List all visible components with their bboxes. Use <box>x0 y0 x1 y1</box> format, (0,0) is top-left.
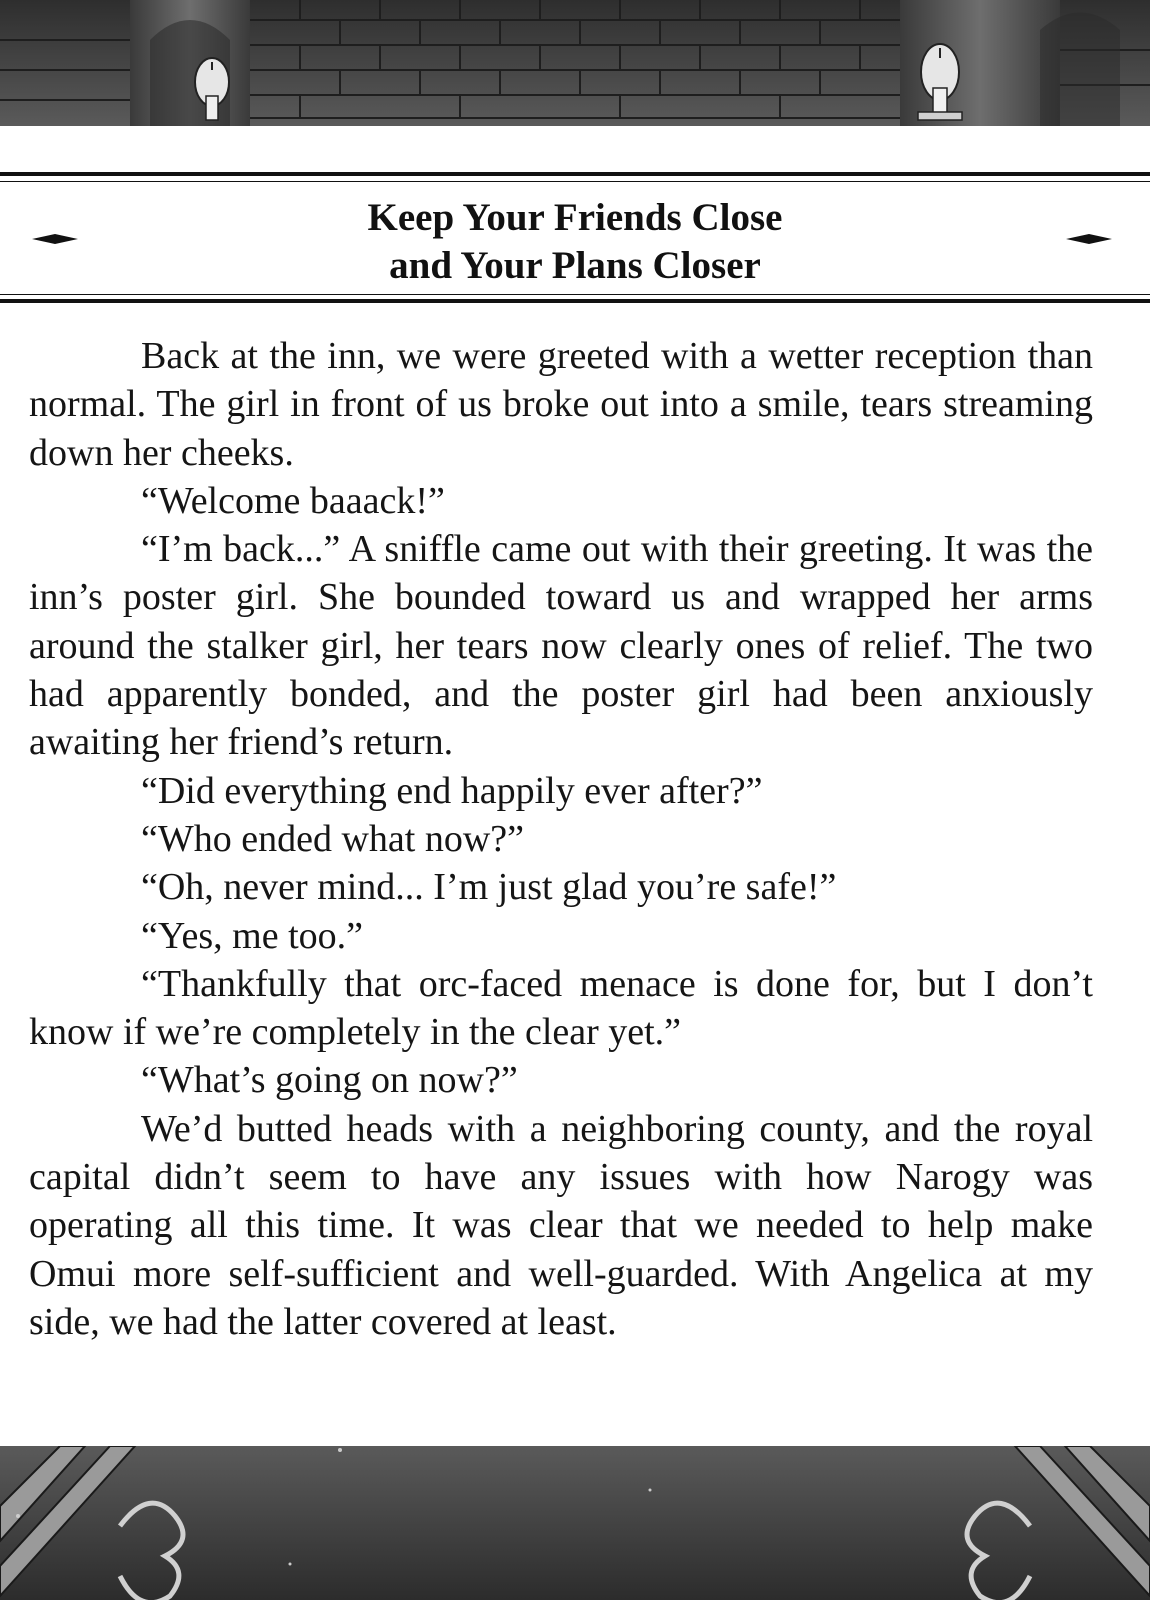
paragraph: “Did everything end happily ever after?” <box>141 769 763 812</box>
chapter-title-line-1: Keep Your Friends Close <box>367 196 783 239</box>
bottom-illustration <box>0 1446 1150 1600</box>
paragraph: “Welcome baaack!” <box>141 479 445 522</box>
title-rule-top-thin <box>0 181 1150 182</box>
title-rule-top-thick <box>0 172 1150 176</box>
title-rule-bottom-thin <box>0 294 1150 295</box>
story-text <box>29 332 1093 1346</box>
chapter-title-line-2: and Your Plans Closer <box>389 244 761 287</box>
paragraph: “What’s going on now?” <box>141 1059 518 1102</box>
top-illustration <box>0 0 1150 126</box>
paragraph: “Who ended what now?” <box>141 817 525 860</box>
chapter-title-block <box>0 172 1150 307</box>
ornate-ceiling-illustration <box>0 1446 1150 1600</box>
paragraph: “Oh, never mind... I’m just glad you’re safe!” <box>141 866 837 909</box>
title-rule-bottom-thick <box>0 299 1150 303</box>
chapter-title <box>0 194 1150 290</box>
paragraph: “Yes, me too.” <box>141 914 364 957</box>
paragraph: “Thankfully that orc-faced menace is done for, but I don’t know if we’re completely in the clear yet.” <box>29 962 1093 1054</box>
paragraph: Back at the inn, we were greeted with a wetter reception than normal. The girl in front of us broke out into a smile, tears streaming down her cheeks. <box>29 335 1093 474</box>
stone-wall-candles-illustration <box>0 0 1150 126</box>
paragraph: “I’m back...” A sniffle came out with their greeting. It was the inn’s poster girl. She bounded toward us and wrapped her arms around the stalker girl, her tears now clearly ones of relief. The two had apparently bonded, and the poster girl had been anxiously awaiting her friend’s return. <box>29 528 1093 764</box>
diamond-ornament-icon <box>1066 234 1112 244</box>
paragraph: We’d butted heads with a neighboring county, and the royal capital didn’t seem to have any issues with how Narogy was operating all this time. It was clear that we needed to help make Omui more self-sufficient and well-guarded. With Angelica at my side, we had the latter covered at least. <box>29 1107 1093 1343</box>
